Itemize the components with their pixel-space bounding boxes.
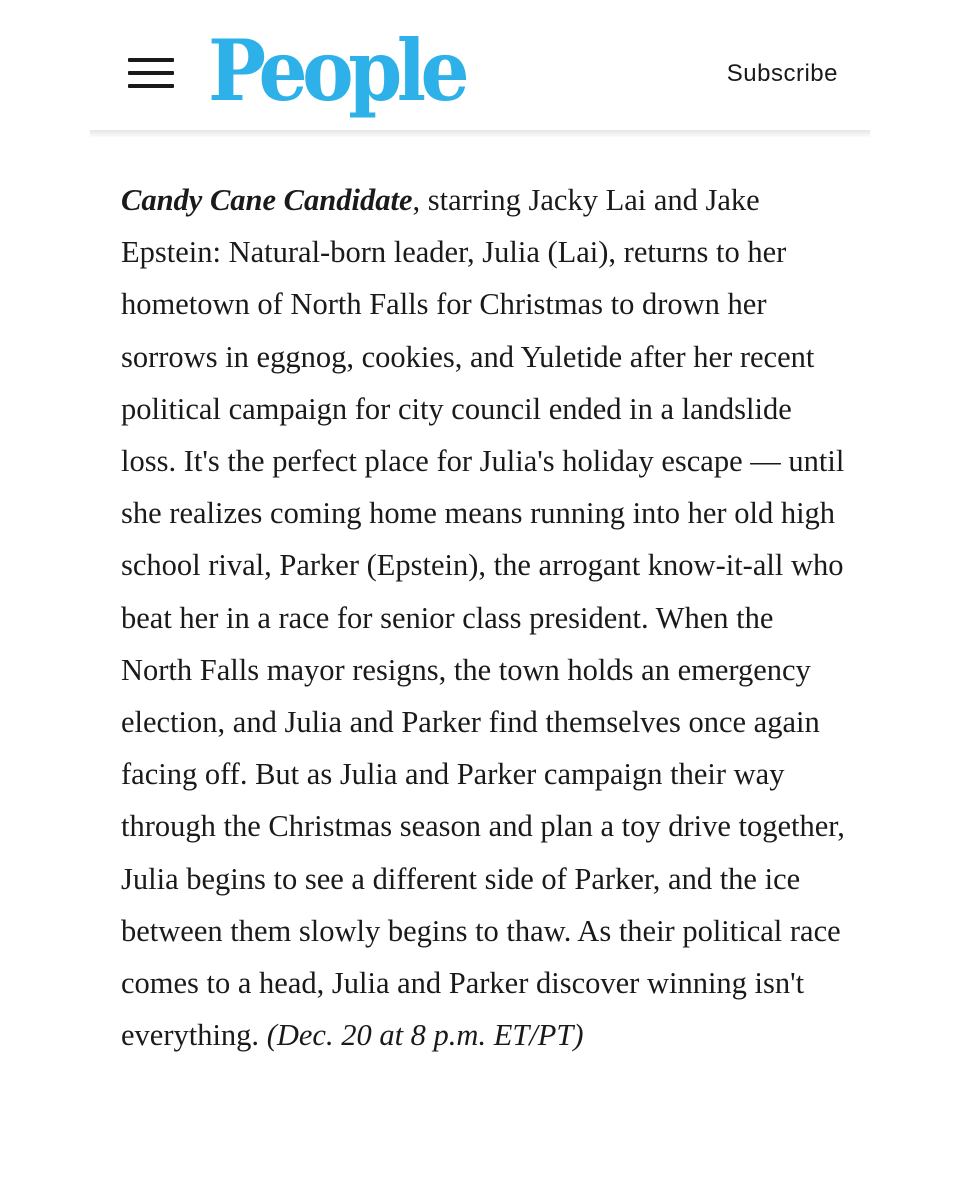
- menu-bar: [128, 71, 174, 75]
- article-paragraph: [121, 174, 849, 1061]
- movie-title: Candy Cane Candidate: [121, 183, 413, 217]
- menu-bar: [128, 58, 174, 62]
- article-text: , starring Jacky Lai and Jake Epstein: Natural-born leader, Julia (Lai), returns to her hometown of North Falls for Christmas to drown her sorrows in eggnog, cookies, and Yuletide after her recent political campaign for city council ended in a landslide loss. It's the perfect place for Julia's holiday escape — until she realizes coming home means running into her old high school rival, Parker (Epstein), the arrogant know-it-all who beat her in a race for senior class president. When the North Falls mayor resigns, the town holds an emergency election, and Julia and Parker find themselves once again facing off. But as Julia and Parker campaign their way through the Christmas season and plan a toy drive together, Julia begins to see a different side of Parker, and the ice between them slowly begins to thaw. As their political race comes to a head, Julia and Parker discover winning isn't everything.: [121, 183, 845, 1053]
- subscribe-link[interactable]: Subscribe: [726, 60, 838, 87]
- article-body: [121, 174, 849, 1061]
- menu-bar: [128, 84, 174, 88]
- hamburger-menu-icon[interactable]: [128, 58, 174, 88]
- air-date: (Dec. 20 at 8 p.m. ET/PT): [266, 1018, 584, 1053]
- people-logo[interactable]: People: [208, 21, 465, 120]
- header-shadow: [90, 130, 870, 138]
- site-header: [90, 0, 870, 132]
